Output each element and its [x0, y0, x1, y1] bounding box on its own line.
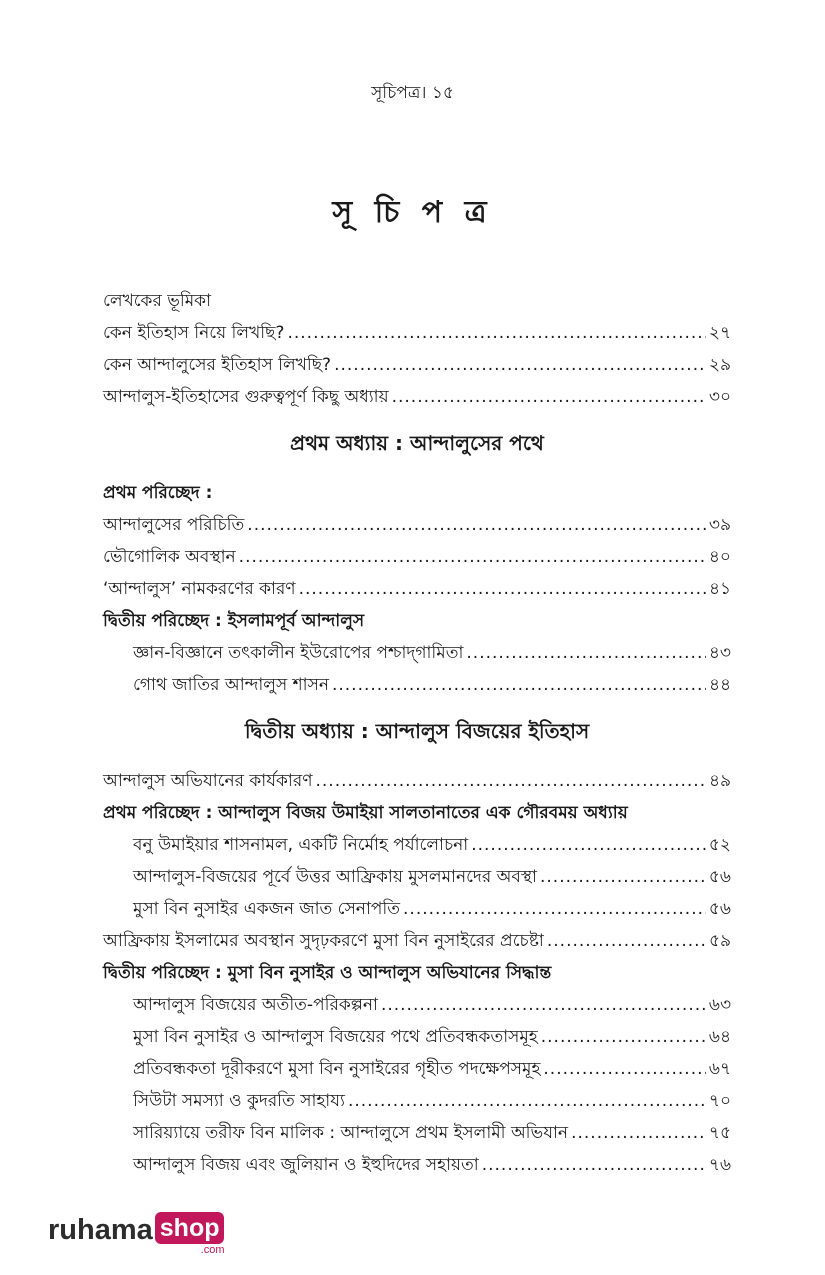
toc-entry: আন্দালুস বিজয় এবং জুলিয়ান ও ইহুদিদের সহায়তা ..... ৭৬: [103, 1149, 731, 1181]
toc-entry: কেন আন্দালুসের ইতিহাস লিখছি? ..... ২৯: [103, 349, 731, 381]
toc-entry: কেন ইতিহাস নিয়ে লিখছি? ..... ২৭: [103, 317, 731, 349]
toc-entry: গোথ জাতির আন্দালুস শাসন ..... ৪৪: [103, 669, 731, 701]
table-of-contents: [103, 285, 731, 1181]
section-heading: দ্বিতীয় পরিচ্ছেদ : মুসা বিন নুসাইর ও আন্দালুস অভিযানের সিদ্ধান্ত: [103, 963, 552, 983]
toc-entry: ভৌগোলিক অবস্থান ..... ৪০: [103, 541, 731, 573]
toc-entry: ‘আন্দালুস’ নামকরণের কারণ ..... ৪১: [103, 573, 731, 605]
running-head: সূচিপত্র। ১৫: [371, 83, 454, 103]
front-heading: লেখকের ভূমিকা: [103, 291, 212, 311]
chapter-title: প্রথম অধ্যায় : আন্দালুসের পথে: [290, 431, 544, 455]
page-title: সূ চি প ত্র: [332, 195, 493, 230]
toc-entry: আন্দালুস অভিযানের কার্যকারণ ..... ৪৯: [103, 765, 731, 797]
section-heading: প্রথম পরিচ্ছেদ :: [103, 483, 213, 503]
toc-entry: প্রতিবন্ধকতা দূরীকরণে মুসা বিন নুসাইরের গৃহীত পদক্ষেপসমূহ ..... ৬৭: [103, 1053, 731, 1085]
chapter-title: দ্বিতীয় অধ্যায় : আন্দালুস বিজয়ের ইতিহাস: [244, 719, 590, 743]
logo-suffix: .com: [200, 1244, 225, 1256]
logo-shop-box: [155, 1212, 225, 1256]
toc-entry: আন্দালুসের পরিচিতি ..... ৩৯: [103, 509, 731, 541]
toc-entry: মুসা বিন নুসাইর একজন জাত সেনাপতি ..... ৫৬: [103, 893, 731, 925]
toc-entry: মুসা বিন নুসাইর ও আন্দালুস বিজয়ের পথে প্রতিবন্ধকতাসমূহ ..... ৬৪: [103, 1021, 731, 1053]
section-heading: দ্বিতীয় পরিচ্ছেদ : ইসলামপূর্ব আন্দালুস: [103, 611, 365, 631]
toc-entry: আন্দালুস-ইতিহাসের গুরুত্বপূর্ণ কিছু অধ্যায় ..... ৩০: [103, 381, 731, 413]
toc-entry: সিউটা সমস্যা ও কুদরতি সাহায্য ..... ৭০: [103, 1085, 731, 1117]
toc-entry: সারিয়্যায়ে তরীফ বিন মালিক : আন্দালুসে প্রথম ইসলামী অভিযান ..... ৭৫: [103, 1117, 731, 1149]
ruhamashop-logo: [48, 1212, 224, 1256]
logo-brand: ruhama: [48, 1214, 153, 1246]
toc-entry: আফ্রিকায় ইসলামের অবস্থান সুদৃঢ়করণে মুসা বিন নুসাইরের প্রচেষ্টা ..... ৫৯: [103, 925, 731, 957]
section-heading: প্রথম পরিচ্ছেদ : আন্দালুস বিজয় উমাইয়া সালতানাতের এক গৌরবময় অধ্যায়: [103, 803, 628, 823]
toc-entry: বনু উমাইয়ার শাসনামল, একটি নির্মোহ পর্যালোচনা ..... ৫২: [103, 829, 731, 861]
logo-shop: shop: [155, 1212, 225, 1244]
toc-entry: জ্ঞান-বিজ্ঞানে তৎকালীন ইউরোপের পশ্চাদ্‌গামিতা ..... ৪৩: [103, 637, 731, 669]
toc-entry: আন্দালুস বিজয়ের অতীত-পরিকল্পনা ..... ৬৩: [103, 989, 731, 1021]
toc-entry: আন্দালুস-বিজয়ের পূর্বে উত্তর আফ্রিকায় মুসলমানদের অবস্থা ..... ৫৬: [103, 861, 731, 893]
